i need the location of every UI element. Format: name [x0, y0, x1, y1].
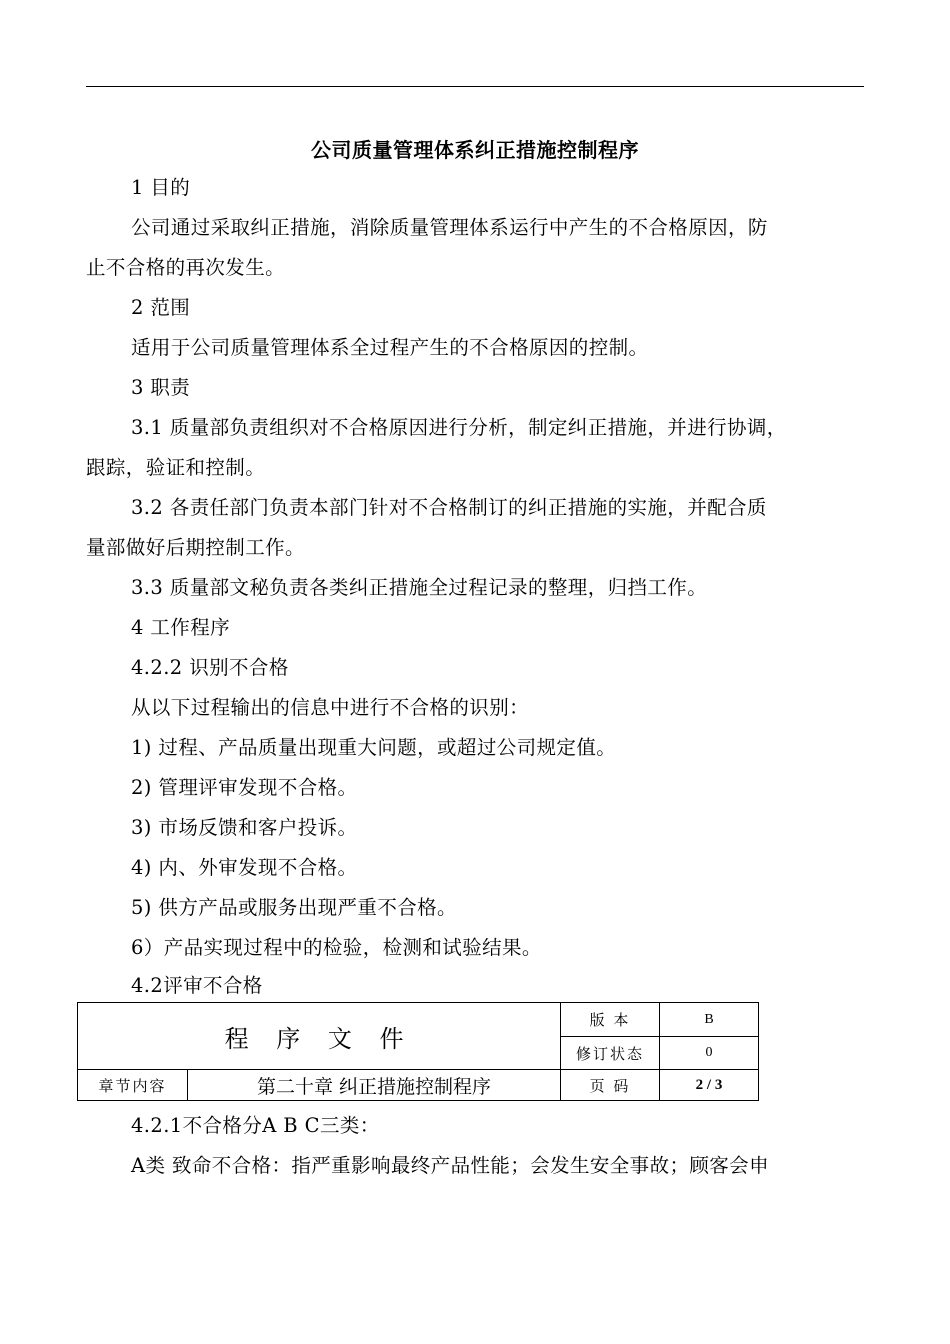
version-label: 版 本	[561, 1003, 660, 1037]
paragraph: 跟踪，验证和控制。	[86, 456, 266, 479]
header-rule	[86, 86, 864, 87]
list-item: 1) 过程、产品质量出现重大问题，或超过公司规定值。	[131, 736, 617, 759]
doc-type-cell: 程 序 文 件	[78, 1003, 561, 1070]
paragraph: 3 职责	[131, 376, 191, 399]
paragraph: A类 致命不合格：指严重影响最终产品性能；会发生安全事故；顾客会申	[131, 1154, 769, 1177]
paragraph: 4.2.2 识别不合格	[131, 656, 289, 679]
section-label: 章节内容	[78, 1070, 188, 1101]
paragraph: 适用于公司质量管理体系全过程产生的不合格原因的控制。	[131, 336, 649, 359]
paragraph: 1 目的	[131, 176, 191, 199]
list-item: 4) 内、外审发现不合格。	[131, 856, 358, 879]
section-value: 第二十章 纠正措施控制程序	[188, 1070, 561, 1101]
revision-label: 修订状态	[561, 1037, 660, 1070]
paragraph: 4.2评审不合格	[131, 974, 263, 997]
list-item: 6）产品实现过程中的检验，检测和试验结果。	[131, 936, 542, 959]
list-item: 2) 管理评审发现不合格。	[131, 776, 358, 799]
paragraph: 3.3 质量部文秘负责各类纠正措施全过程记录的整理，归挡工作。	[131, 576, 708, 599]
paragraph: 3.2 各责任部门负责本部门针对不合格制订的纠正措施的实施，并配合质	[131, 496, 767, 519]
page-value: 2 / 3	[660, 1070, 759, 1101]
paragraph: 2 范围	[131, 296, 191, 319]
paragraph: 量部做好后期控制工作。	[86, 536, 305, 559]
paragraph: 4.2.1不合格分A B C三类：	[131, 1114, 380, 1137]
list-item: 3) 市场反馈和客户投诉。	[131, 816, 358, 839]
paragraph: 3.1 质量部负责组织对不合格原因进行分析，制定纠正措施，并进行协调，	[131, 416, 787, 439]
document-title: 公司质量管理体系纠正措施控制程序	[311, 138, 639, 162]
paragraph: 公司通过采取纠正措施，消除质量管理体系运行中产生的不合格原因，防	[131, 216, 768, 239]
page-label: 页 码	[561, 1070, 660, 1101]
paragraph: 4 工作程序	[131, 616, 231, 639]
revision-value: 0	[660, 1037, 759, 1070]
list-item: 5) 供方产品或服务出现严重不合格。	[131, 896, 457, 919]
paragraph: 从以下过程输出的信息中进行不合格的识别：	[131, 696, 530, 719]
paragraph: 止不合格的再次发生。	[86, 256, 286, 279]
version-value: B	[660, 1003, 759, 1037]
document-header-table	[77, 1002, 759, 1101]
